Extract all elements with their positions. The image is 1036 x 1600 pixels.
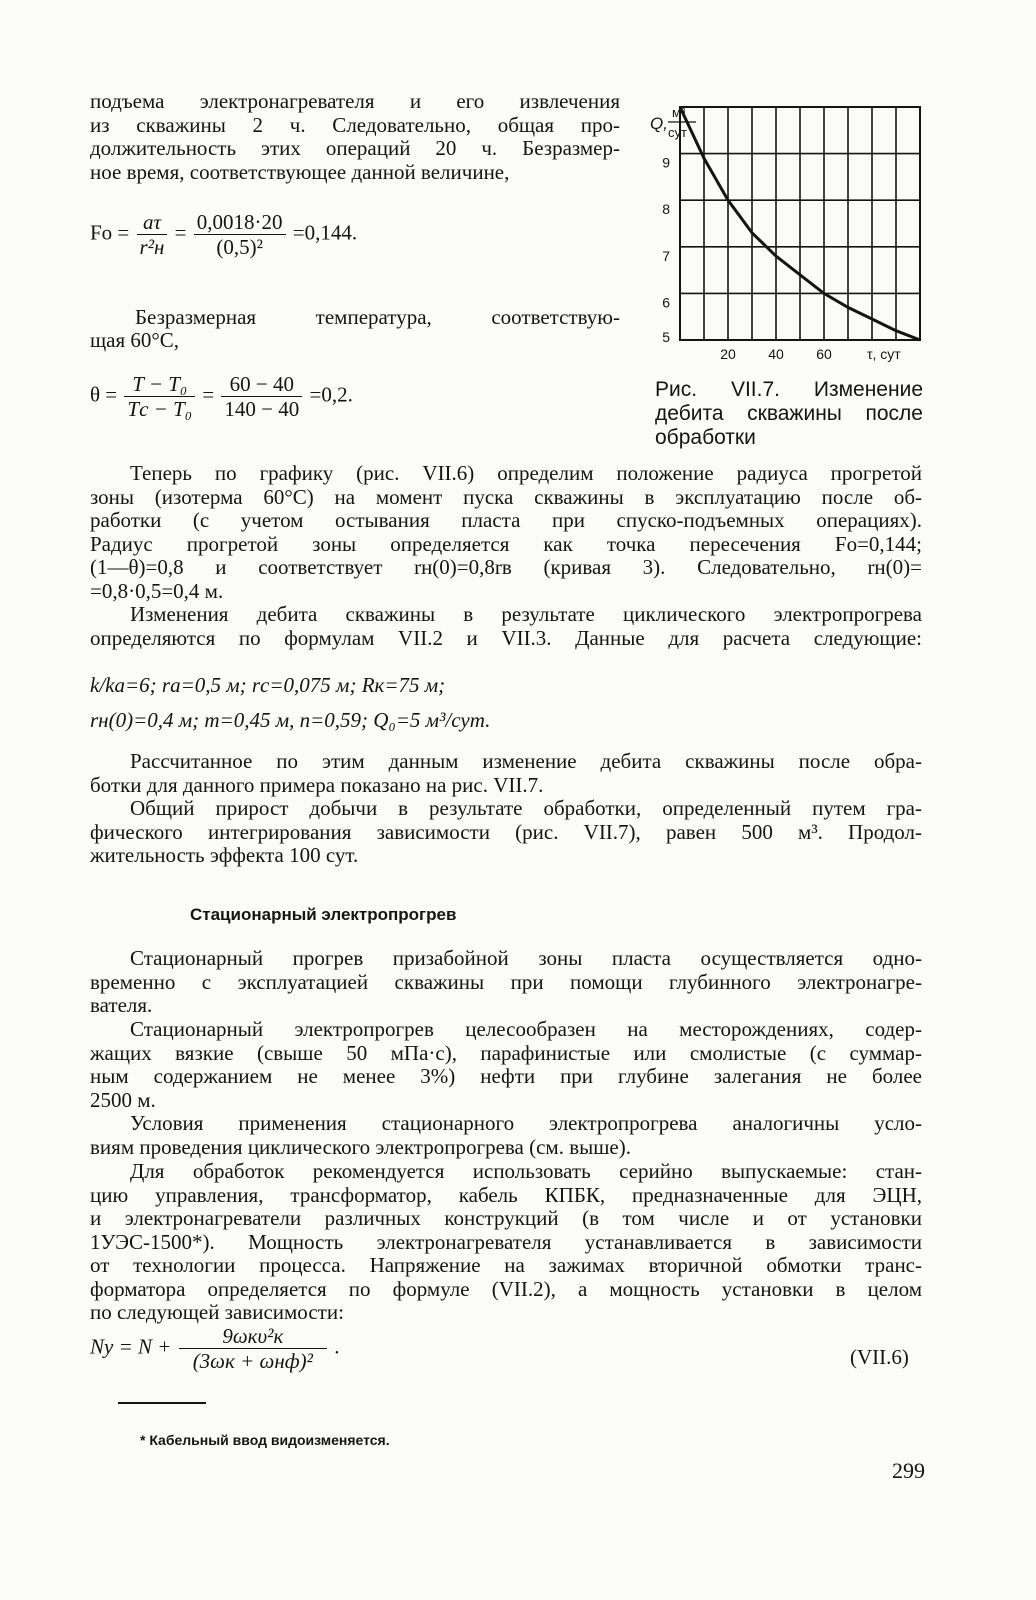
x-tick-label: 20	[720, 346, 736, 362]
intro-paragraph	[90, 90, 620, 184]
caption-line: дебита скважины после	[655, 402, 923, 425]
eq-tail: .	[334, 1334, 340, 1359]
temperature-paragraph-cont	[90, 329, 390, 353]
numerator: 0,0018·20	[194, 210, 286, 235]
text-line: Рассчитанное по этим данным изменение дебита скважины после обра-	[130, 749, 922, 773]
text-line: Радиус прогретой зоны определяется как точка пересечения Fo=0,144;	[90, 531, 922, 556]
eq-lhs: θ =	[90, 382, 118, 407]
fraction	[179, 1324, 327, 1373]
text-line: 1УЭС-1500*). Мощность электронагревателя устанавливается в зависимости	[90, 1229, 922, 1254]
y-axis-unit-den: сут	[668, 125, 687, 140]
text-line: 2500 м.	[90, 1087, 156, 1112]
y-tick-label: 7	[662, 247, 670, 264]
eq-lhs: Nу = N +	[90, 1334, 172, 1359]
figure-vii7-chart	[630, 95, 930, 375]
text-line: форматора определяется по формуле (VII.2), а мощность установки в целом	[90, 1276, 922, 1301]
caption-line: Рис. VII.7. Изменение	[655, 378, 923, 401]
data-line-2: rн(0)=0,4 м; m=0,45 м, n=0,59; Q₀=5 м³/сут.	[90, 708, 491, 732]
denominator: 140 − 40	[224, 397, 300, 421]
text-line: Изменения дебита скважины в результате циклического электропрогрева	[130, 602, 922, 626]
footnote-rule	[118, 1402, 206, 1404]
paragraph-7	[90, 1112, 922, 1159]
text-line: ботки для данного примера показано на рис. VII.7.	[90, 772, 544, 797]
text-line: определяются по формулам VII.2 и VII.3. Данные для расчета следующие:	[90, 625, 922, 650]
text-line: фического интегрирования зависимости (рис. VII.7), равен 500 м³. Продол-	[90, 819, 922, 844]
y-tick-label: 8	[662, 201, 670, 218]
page-number: 299	[892, 1458, 925, 1483]
paragraph-6	[90, 1018, 922, 1112]
text-line: =0,8·0,5=0,4 м.	[90, 578, 224, 603]
fraction	[124, 372, 195, 421]
text-line: Для обработок рекомендуется использовать серийно выпускаемые: стан-	[130, 1159, 922, 1183]
y-axis-label-q: Q,	[650, 114, 668, 133]
text-line: из скважины 2 ч. Следовательно, общая про-	[90, 112, 620, 137]
caption-line: обработки	[655, 426, 756, 449]
denominator: (0,5)²	[216, 235, 263, 259]
data-line-1: k/ka=6; ra=0,5 м; rс=0,075 м; Rк=75 м;	[90, 673, 446, 697]
text-line: и электронагреватели различных конструкций (в том числе и от установки	[90, 1206, 922, 1230]
y-tick-label: 9	[662, 154, 670, 171]
x-axis-label: τ, сут	[867, 346, 901, 362]
x-tick-label: 60	[816, 346, 832, 362]
text-line: Теперь по графику (рис. VII.6) определим положение радиуса прогретой	[130, 461, 922, 485]
text-line: Условия применения стационарного электропрогрева аналогичны усло-	[130, 1111, 922, 1135]
text-line: зоны (изотерма 60°С) на момент пуска скважины в эксплуатацию после об-	[90, 484, 922, 509]
eq-result: =0,144.	[292, 220, 358, 245]
numerator: T − T₀	[124, 372, 195, 397]
numerator: aτ	[137, 210, 168, 235]
text-line: по следующей зависимости:	[90, 1300, 344, 1324]
text-line: цию управления, трансформатор, кабель КПБК, предназначенные для ЭЦН,	[90, 1182, 922, 1207]
text-line: работки (с учетом остывания пласта при спуско-подъемных операциях).	[90, 508, 922, 532]
paragraph-8	[90, 1160, 922, 1325]
numerator: 9ωкυ²к	[179, 1324, 327, 1349]
text-line: подъема электронагревателя и его извлечения	[90, 89, 620, 113]
text-line: жительность эффекта 100 сут.	[90, 843, 359, 867]
fraction	[137, 210, 168, 259]
text-line: ным содержанием не менее 3%) нефти при глубине залегания не более	[90, 1064, 922, 1088]
paragraph-3	[90, 750, 922, 797]
text-line: Безразмерная температура, соответствую-	[135, 305, 620, 329]
equation-theta	[90, 372, 353, 421]
chart-ticks	[662, 155, 832, 362]
text-line: временно с эксплуатацией скважины при помощи глубинного электронагре-	[90, 969, 922, 994]
equation-fo	[90, 210, 357, 259]
temperature-paragraph	[135, 306, 620, 330]
denominator: Tс − T₀	[127, 397, 193, 421]
paragraph-1	[90, 462, 922, 603]
y-tick-label: 5	[662, 329, 670, 345]
y-tick-label: 6	[662, 294, 670, 311]
denominator: r²н	[139, 235, 165, 259]
text-line: (1—θ)=0,8 и соответствует rн(0)=0,8rв (кривая 3). Следовательно, rн(0)=	[90, 555, 922, 579]
eq-lhs: Fo =	[90, 220, 130, 245]
text-line: виям проведения циклического электропрогрева (см. выше).	[90, 1134, 631, 1159]
text-line: должительность этих операций 20 ч. Безразмер-	[90, 136, 620, 160]
numerator: 60 − 40	[221, 372, 302, 397]
paragraph-2	[90, 603, 922, 650]
paragraph-5	[90, 947, 922, 1018]
denominator: (3ωк + ωнф)²	[192, 1349, 313, 1373]
eq-result: =0,2.	[309, 382, 353, 407]
chart-grid	[680, 107, 920, 340]
equation-ny	[90, 1324, 339, 1373]
equals-sign: =	[202, 382, 215, 407]
figure-caption	[655, 378, 923, 450]
fraction	[194, 210, 286, 259]
equation-number: (VII.6)	[850, 1345, 909, 1369]
text-line: Общий прирост добычи в результате обработки, определенный путем гра-	[130, 796, 922, 820]
y-axis-unit-num: м³	[672, 105, 686, 120]
x-tick-label: 40	[768, 346, 784, 362]
footnote: * Кабельный ввод видоизменяется.	[140, 1432, 390, 1448]
text-line: Стационарный прогрев призабойной зоны пласта осуществляется одно-	[130, 946, 922, 970]
text-line: от технологии процесса. Напряжение на зажимах вторичной обмотки транс-	[90, 1253, 922, 1277]
text-line: ное время, соответствующее данной величине,	[90, 159, 510, 184]
equals-sign: =	[174, 220, 187, 245]
text-line: Стационарный электропрогрев целесообразен на месторождениях, содер-	[130, 1017, 922, 1041]
fraction	[221, 372, 302, 421]
text-line: жащих вязкие (свыше 50 мПа·с), парафинистые или смолистые (с суммар-	[90, 1040, 922, 1065]
text-line: щая 60°С,	[90, 328, 180, 352]
text-line: вателя.	[90, 993, 153, 1017]
section-heading: Стационарный электропрогрев	[190, 905, 457, 924]
paragraph-4	[90, 797, 922, 868]
